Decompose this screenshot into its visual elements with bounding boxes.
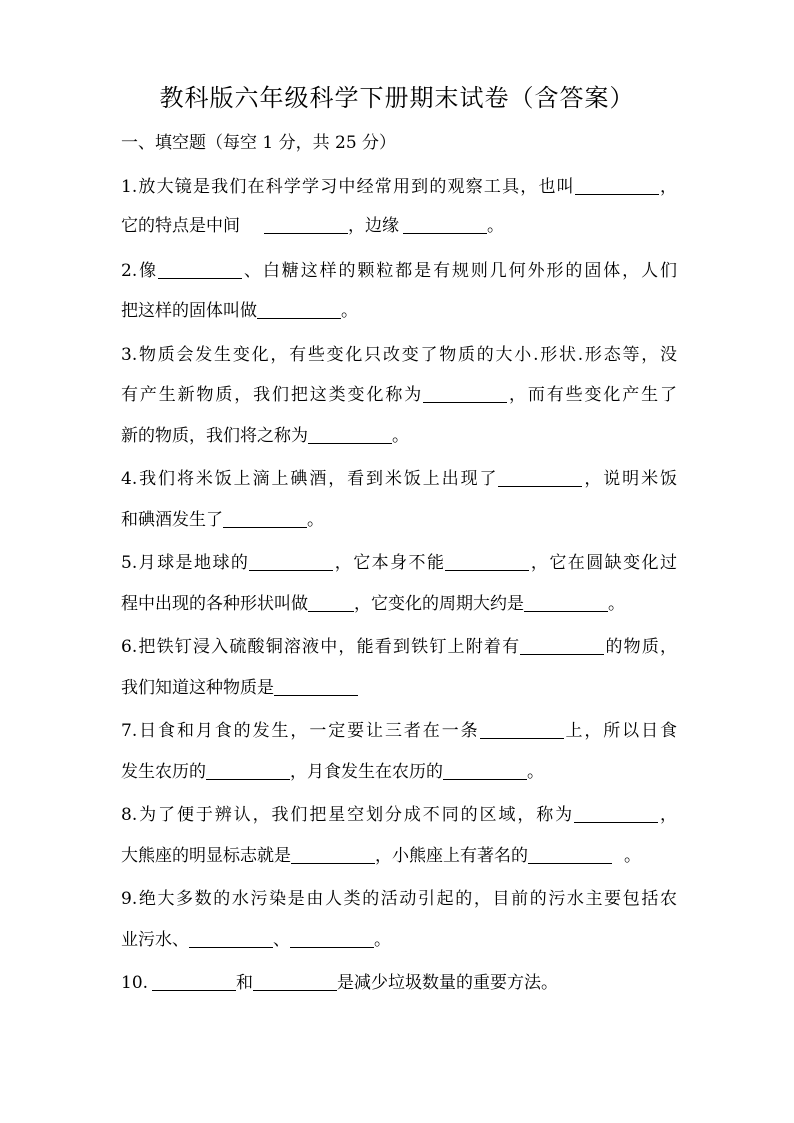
- answer-blank[interactable]: [480, 718, 564, 739]
- answer-blank[interactable]: [308, 423, 392, 444]
- answer-blank[interactable]: [524, 591, 608, 612]
- answer-blank[interactable]: [264, 213, 348, 234]
- answer-blank[interactable]: [257, 298, 341, 319]
- question-1-line-2: 它的特点是中间 ，边缘 。: [121, 213, 677, 239]
- answer-blank[interactable]: [443, 759, 527, 780]
- question-5-line-2: 程中出现的各种形状叫做 ，它变化的周期大约是 。: [121, 591, 677, 617]
- question-3-line-3: 新的物质，我们将之称为 。: [121, 423, 677, 449]
- question-5-line-1: 5.月球是地球的 ，它本身不能 ，它在圆缺变化过: [121, 550, 677, 576]
- answer-blank[interactable]: [291, 843, 375, 864]
- answer-blank[interactable]: [290, 927, 374, 948]
- question-3-line-2: 有产生新物质，我们把这类变化称为 ，而有些变化产生了: [121, 382, 677, 408]
- answer-blank[interactable]: [206, 759, 290, 780]
- question-9-line-1: 9.绝大多数的水污染是由人类的活动引起的，目前的污水主要包括农: [121, 889, 677, 909]
- answer-blank[interactable]: [528, 843, 612, 864]
- question-4-line-2: 和碘酒发生了 。: [121, 507, 677, 533]
- answer-blank[interactable]: [158, 258, 242, 279]
- question-2-line-1: 2.像 、白糖这样的颗粒都是有规则几何外形的固体，人们: [121, 258, 677, 284]
- question-3-line-1: 3.物质会发生变化，有些变化只改变了物质的大小.形状.形态等，没: [121, 345, 677, 365]
- question-2-line-2: 把这样的固体叫做 。: [121, 298, 677, 324]
- question-8-line-1: 8.为了便于辨认，我们把星空划分成不同的区域，称为 ，: [121, 802, 677, 828]
- section-heading: 一、填空题（每空 1 分，共 25 分）: [121, 133, 397, 153]
- answer-blank[interactable]: [274, 675, 358, 696]
- answer-blank[interactable]: [574, 802, 658, 823]
- answer-blank[interactable]: [445, 550, 529, 571]
- answer-blank[interactable]: [498, 466, 582, 487]
- answer-blank[interactable]: [575, 174, 659, 195]
- page-title: 教科版六年级科学下册期末试卷（含答案）: [159, 84, 635, 112]
- answer-blank[interactable]: [223, 507, 307, 528]
- answer-blank[interactable]: [423, 382, 507, 403]
- question-6-line-2: 我们知道这种物质是: [121, 675, 677, 701]
- question-8-line-2: 大熊座的明显标志就是 ，小熊座上有著名的 。: [121, 843, 677, 869]
- question-1-line-1: 1.放大镜是我们在科学学习中经常用到的观察工具，也叫 ，: [121, 174, 677, 200]
- answer-blank[interactable]: [152, 970, 236, 991]
- question-7-line-2: 发生农历的 ，月食发生在农历的 。: [121, 759, 677, 785]
- answer-blank[interactable]: [308, 591, 354, 612]
- answer-blank[interactable]: [403, 213, 487, 234]
- question-10-line-1: 10. 和 是减少垃圾数量的重要方法。: [121, 970, 677, 996]
- question-4-line-1: 4.我们将米饭上滴上碘酒，看到米饭上出现了 ，说明米饭: [121, 466, 677, 492]
- answer-blank[interactable]: [253, 970, 337, 991]
- question-7-line-1: 7.日食和月食的发生，一定要让三者在一条 上，所以日食: [121, 718, 677, 744]
- answer-blank[interactable]: [520, 634, 604, 655]
- answer-blank[interactable]: [249, 550, 333, 571]
- question-6-line-1: 6.把铁钉浸入硫酸铜溶液中，能看到铁钉上附着有 的物质，: [121, 634, 677, 660]
- answer-blank[interactable]: [189, 927, 273, 948]
- question-9-line-2: 业污水、 、 。: [121, 927, 677, 953]
